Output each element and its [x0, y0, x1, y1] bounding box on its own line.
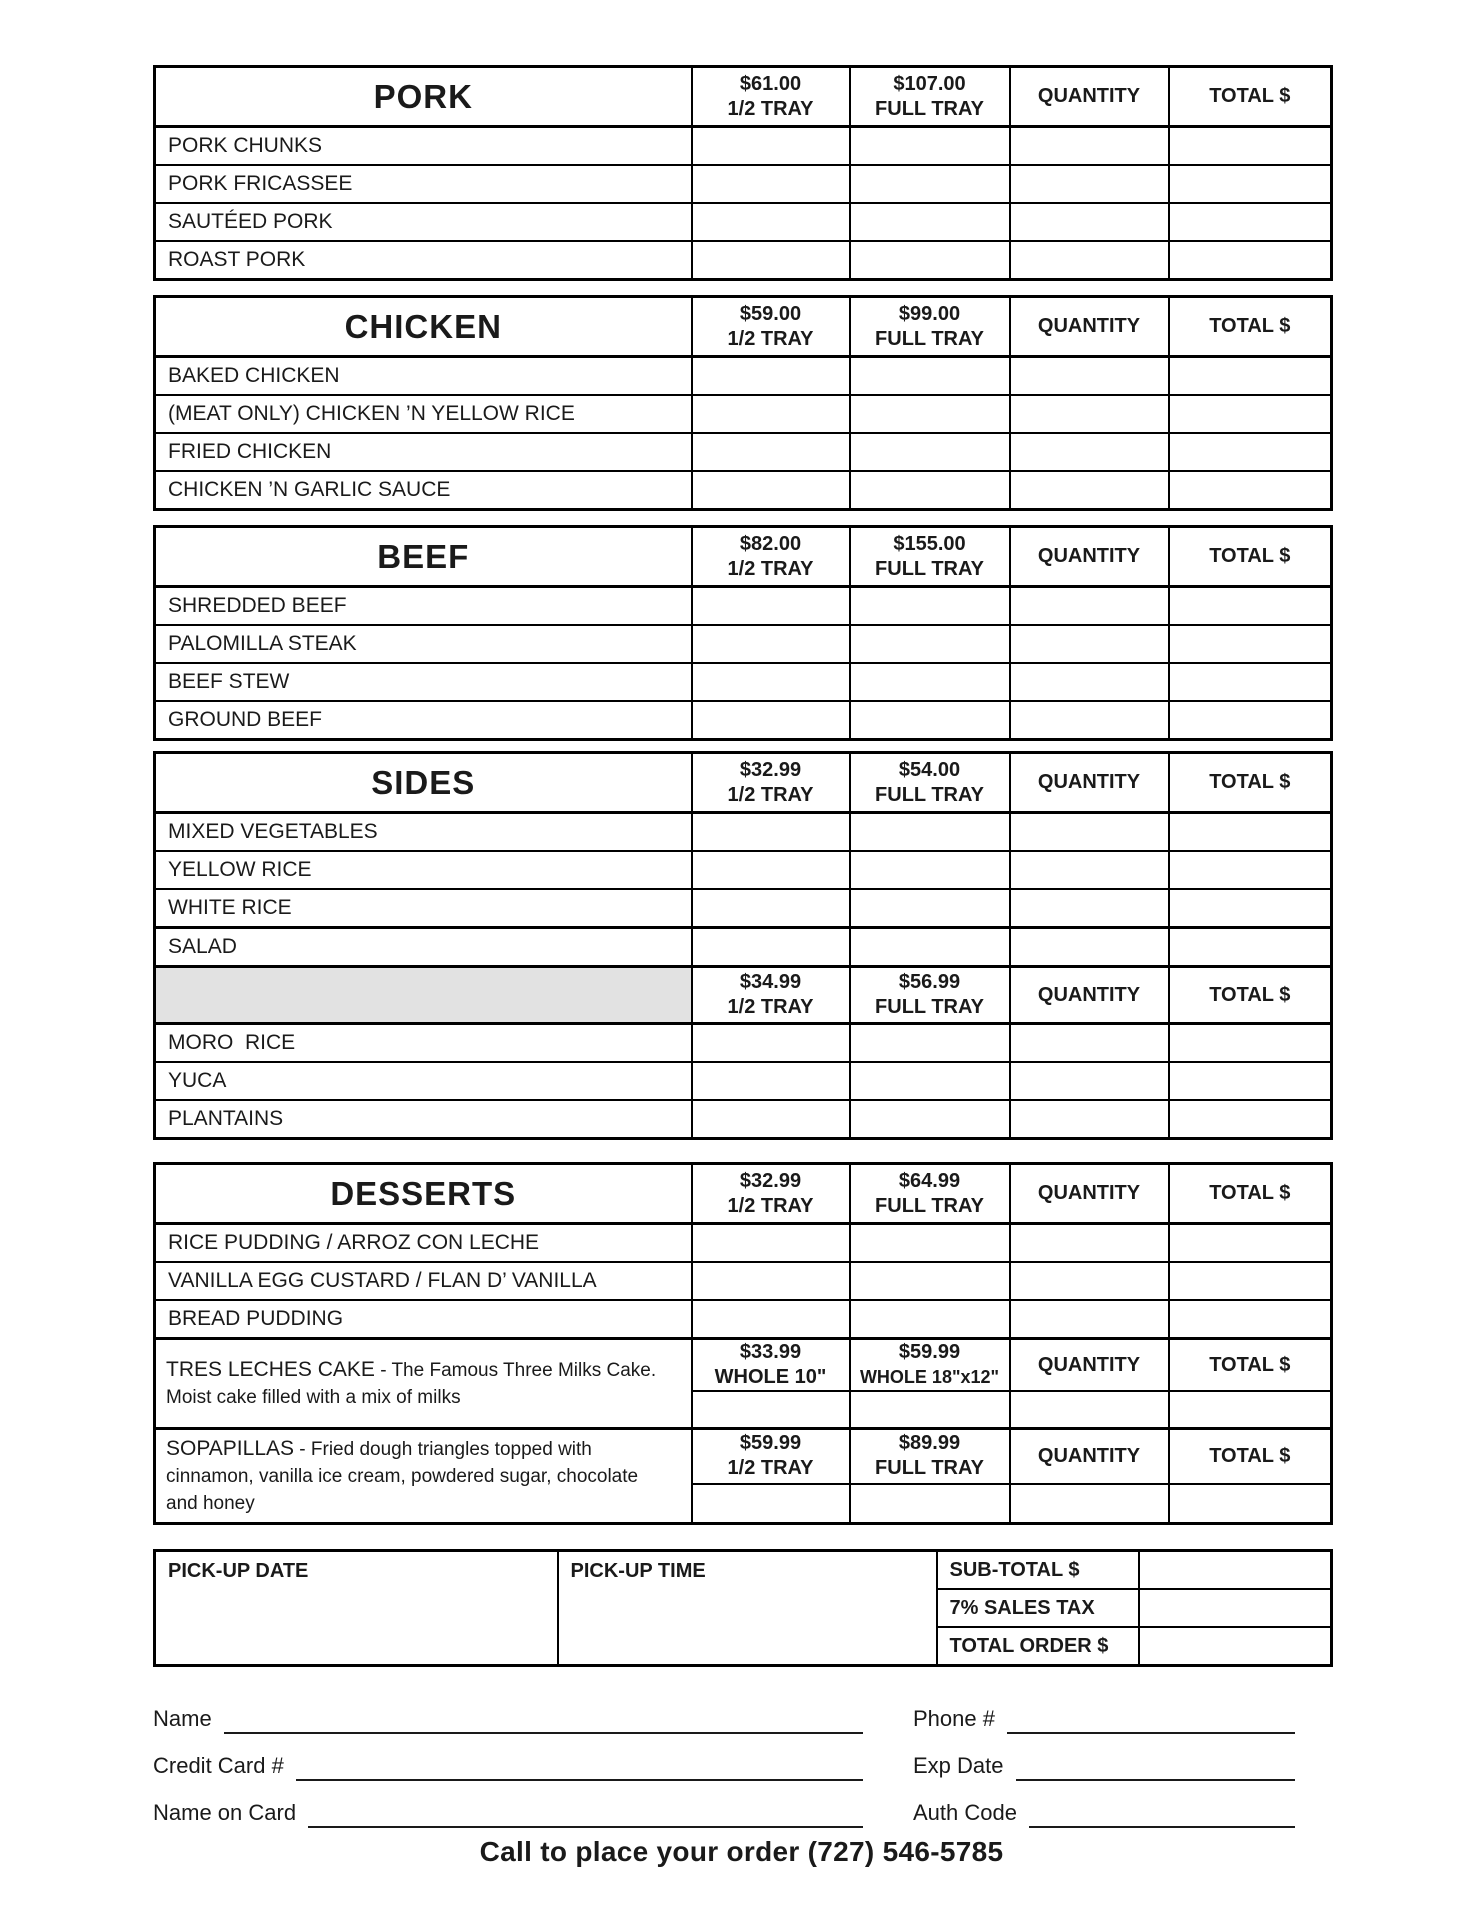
name-field: [153, 1700, 863, 1734]
half-tray-entry-cell[interactable]: [692, 587, 850, 626]
total-entry-cell[interactable]: [1169, 625, 1332, 663]
half-tray-price-header: [692, 1429, 850, 1484]
total-header: TOTAL $: [1169, 1164, 1332, 1224]
item-name: YUCA: [155, 1062, 692, 1100]
full-tray-price: $64.99: [898, 1169, 961, 1192]
item-name: FRIED CHICKEN: [155, 433, 692, 471]
menu-item-row: [155, 1024, 1332, 1063]
total-header: TOTAL $: [1169, 753, 1332, 813]
full-tray-entry-cell[interactable]: [850, 1224, 1010, 1263]
full-tray-entry-cell[interactable]: [850, 1391, 1010, 1429]
half-tray-price-header: [692, 1164, 850, 1224]
credit-card-field: [153, 1747, 863, 1781]
quantity-entry-cell[interactable]: [1010, 587, 1169, 626]
section-title: SIDES: [155, 753, 692, 813]
half-tray-entry-cell[interactable]: [692, 127, 850, 166]
item-name: VANILLA EGG CUSTARD / FLAN D’ VANILLA: [155, 1262, 692, 1300]
quantity-entry-cell[interactable]: [1010, 471, 1169, 510]
section-header-row: [155, 527, 1332, 587]
section-title: DESSERTS: [155, 1164, 692, 1224]
item-name: SAUTÉED PORK: [155, 203, 692, 241]
total-header: TOTAL $: [1169, 297, 1332, 357]
item-name: BAKED CHICKEN: [155, 357, 692, 396]
full-tray-label: FULL TRAY: [875, 97, 984, 120]
full-tray-price-header: [850, 1164, 1010, 1224]
quantity-header: QUANTITY: [1010, 1339, 1169, 1392]
full-tray-entry-cell[interactable]: [850, 395, 1010, 433]
field-row: [153, 1781, 1330, 1828]
total-entry-cell[interactable]: [1169, 813, 1332, 852]
total-header: TOTAL $: [1169, 67, 1332, 127]
menu-item-row: [155, 851, 1332, 889]
price: $89.99: [898, 1432, 961, 1455]
credit-card-input-line[interactable]: [296, 1747, 863, 1781]
half-tray-entry-cell[interactable]: [692, 1300, 850, 1339]
half-tray-entry-cell[interactable]: [692, 851, 850, 889]
item-name: CHICKEN ’N GARLIC SAUCE: [155, 471, 692, 510]
item-name: BEEF STEW: [155, 663, 692, 701]
half-tray-entry-cell[interactable]: [692, 203, 850, 241]
menu-item-row: [155, 241, 1332, 280]
menu-item-row: [155, 587, 1332, 626]
full-tray-entry-cell[interactable]: [850, 1100, 1010, 1139]
total-entry-cell[interactable]: [1169, 1262, 1332, 1300]
quantity-entry-cell[interactable]: [1010, 663, 1169, 701]
menu-item-row: [155, 1062, 1332, 1100]
price: $59.99: [739, 1432, 802, 1455]
whole-10-price-header: [692, 1339, 850, 1392]
full-tray-price-header: [850, 1429, 1010, 1484]
quantity-entry-cell[interactable]: [1010, 1024, 1169, 1063]
menu-item-row: [155, 127, 1332, 166]
pickup-time-cell[interactable]: [558, 1551, 937, 1666]
full-tray-price: $155.00: [893, 532, 966, 555]
half-tray-label: 1/2 TRAY: [727, 1194, 814, 1217]
customer-payment-fields: [153, 1687, 1330, 1868]
subtotal-value-cell[interactable]: [1139, 1551, 1332, 1590]
half-tray-label: 1/2 TRAY: [727, 783, 814, 806]
phone-input-line[interactable]: [1007, 1700, 1295, 1734]
sales-tax-label: 7% SALES TAX: [937, 1589, 1139, 1627]
half-tray-entry-cell[interactable]: [692, 1262, 850, 1300]
field-row: [153, 1734, 1330, 1781]
full-tray-entry-cell[interactable]: [850, 889, 1010, 928]
full-tray-entry-cell[interactable]: [850, 165, 1010, 203]
full-tray-price-header: [850, 967, 1010, 1024]
quantity-entry-cell[interactable]: [1010, 813, 1169, 852]
quantity-entry-cell[interactable]: [1010, 127, 1169, 166]
full-tray-price: $54.00: [898, 758, 961, 781]
menu-item-row: [155, 928, 1332, 967]
menu-item-row: [155, 165, 1332, 203]
field-row: [153, 1687, 1330, 1734]
section-header-row: [155, 1164, 1332, 1224]
name-label: Name: [153, 1706, 212, 1731]
pickup-totals-table: [153, 1549, 1333, 1667]
full-tray-label: FULL TRAY: [875, 327, 984, 350]
quantity-entry-cell[interactable]: [1010, 1300, 1169, 1339]
item-description: - Fried dough triangles topped with cinnamon, vanilla ice cream, powdered sugar, chocolate and honey: [166, 1439, 639, 1514]
exp-date-label: Exp Date: [913, 1753, 1004, 1778]
quantity-header: QUANTITY: [1010, 297, 1169, 357]
credit-card-label: Credit Card #: [153, 1753, 284, 1778]
full-tray-entry-cell[interactable]: [850, 813, 1010, 852]
half-tray-label: 1/2 TRAY: [727, 97, 814, 120]
total-entry-cell[interactable]: [1169, 165, 1332, 203]
call-to-order-text: Call to place your order (727) 546-5785: [479, 1836, 1004, 1867]
sides-subsection-header-row: [155, 967, 1332, 1024]
quantity-entry-cell[interactable]: [1010, 203, 1169, 241]
quantity-entry-cell[interactable]: [1010, 395, 1169, 433]
menu-item-row: [155, 471, 1332, 510]
half-tray-price: $82.00: [739, 532, 802, 555]
half-tray-price-header: [692, 297, 850, 357]
tres-leches-header-row: [155, 1339, 1332, 1392]
quantity-entry-cell[interactable]: [1010, 1262, 1169, 1300]
total-entry-cell[interactable]: [1169, 1224, 1332, 1263]
total-entry-cell[interactable]: [1169, 587, 1332, 626]
quantity-entry-cell[interactable]: [1010, 357, 1169, 396]
section-title: PORK: [155, 67, 692, 127]
half-tray-entry-cell[interactable]: [692, 663, 850, 701]
item-name: SALAD: [155, 928, 692, 967]
menu-item-row: [155, 813, 1332, 852]
item-name: SHREDDED BEEF: [155, 587, 692, 626]
catering-order-form: [153, 65, 1330, 1868]
total-entry-cell[interactable]: [1169, 357, 1332, 396]
item-name: BREAD PUDDING: [155, 1300, 692, 1339]
total-entry-cell[interactable]: [1169, 663, 1332, 701]
full-tray-entry-cell[interactable]: [850, 587, 1010, 626]
pork-section-table: [153, 65, 1333, 281]
total-entry-cell[interactable]: [1169, 1300, 1332, 1339]
half-tray-price: $32.99: [739, 1169, 802, 1192]
half-tray-entry-cell[interactable]: [692, 813, 850, 852]
half-tray-price: $32.99: [739, 758, 802, 781]
section-title: CHICKEN: [155, 297, 692, 357]
item-name: PLANTAINS: [155, 1100, 692, 1139]
full-tray-entry-cell[interactable]: [850, 471, 1010, 510]
full-tray-price-header: [850, 753, 1010, 813]
full-tray-entry-cell[interactable]: [850, 1262, 1010, 1300]
quantity-header: QUANTITY: [1010, 1429, 1169, 1484]
section-header-row: [155, 67, 1332, 127]
sides-section-table: [153, 751, 1333, 1140]
tres-leches-description-cell: [155, 1339, 692, 1429]
full-tray-entry-cell[interactable]: [850, 1062, 1010, 1100]
full-tray-entry-cell[interactable]: [850, 433, 1010, 471]
half-tray-price-header: [692, 67, 850, 127]
sales-tax-value-cell[interactable]: [1139, 1589, 1332, 1627]
quantity-header: QUANTITY: [1010, 67, 1169, 127]
menu-item-row: [155, 395, 1332, 433]
quantity-entry-cell[interactable]: [1010, 928, 1169, 967]
whole-18x12-price-header: [850, 1339, 1010, 1392]
blank-gray-cell: [155, 967, 692, 1024]
full-tray-entry-cell[interactable]: [850, 928, 1010, 967]
quantity-header: QUANTITY: [1010, 753, 1169, 813]
item-name: WHITE RICE: [155, 889, 692, 928]
full-tray-entry-cell[interactable]: [850, 1300, 1010, 1339]
phone-field: [913, 1700, 1295, 1734]
half-tray-entry-cell[interactable]: [692, 395, 850, 433]
pickup-date-label: PICK-UP DATE: [168, 1560, 309, 1582]
half-tray-entry-cell[interactable]: [692, 1062, 850, 1100]
half-tray-entry-cell[interactable]: [692, 1024, 850, 1063]
quantity-header: QUANTITY: [1010, 1164, 1169, 1224]
total-entry-cell[interactable]: [1169, 701, 1332, 740]
full-tray-price: $56.99: [898, 971, 961, 993]
half-tray-price-header: [692, 527, 850, 587]
sopapillas-header-row: [155, 1429, 1332, 1484]
menu-item-row: [155, 203, 1332, 241]
full-tray-entry-cell[interactable]: [850, 357, 1010, 396]
section-title: BEEF: [155, 527, 692, 587]
total-entry-cell[interactable]: [1169, 1062, 1332, 1100]
menu-item-row: [155, 1100, 1332, 1139]
total-order-label: TOTAL ORDER $: [937, 1627, 1139, 1666]
half-tray-entry-cell[interactable]: [692, 357, 850, 396]
menu-item-row: [155, 1224, 1332, 1263]
total-header: TOTAL $: [1169, 1339, 1332, 1392]
total-entry-cell[interactable]: [1169, 433, 1332, 471]
full-tray-entry-cell[interactable]: [850, 625, 1010, 663]
menu-item-row: [155, 625, 1332, 663]
menu-item-row: [155, 1300, 1332, 1339]
full-tray-entry-cell[interactable]: [850, 1024, 1010, 1063]
item-name: PORK CHUNKS: [155, 127, 692, 166]
auth-code-field: [913, 1794, 1295, 1828]
half-tray-entry-cell[interactable]: [692, 241, 850, 280]
item-name: GROUND BEEF: [155, 701, 692, 740]
quantity-entry-cell[interactable]: [1010, 1391, 1169, 1429]
half-tray-entry-cell[interactable]: [692, 165, 850, 203]
quantity-entry-cell[interactable]: [1010, 241, 1169, 280]
exp-date-field: [913, 1747, 1295, 1781]
menu-item-row: [155, 433, 1332, 471]
quantity-entry-cell[interactable]: [1010, 165, 1169, 203]
quantity-entry-cell[interactable]: [1010, 1100, 1169, 1139]
full-tray-entry-cell[interactable]: [850, 241, 1010, 280]
half-tray-entry-cell[interactable]: [692, 701, 850, 740]
name-on-card-field: [153, 1794, 863, 1828]
price: $59.99: [898, 1341, 961, 1363]
half-tray-price-header: [692, 967, 850, 1024]
section-header-row: [155, 753, 1332, 813]
half-tray-label: 1/2 TRAY: [727, 996, 814, 1018]
total-entry-cell[interactable]: [1169, 127, 1332, 166]
menu-item-row: [155, 357, 1332, 396]
quantity-entry-cell[interactable]: [1010, 1062, 1169, 1100]
full-tray-label: FULL TRAY: [875, 1194, 984, 1217]
quantity-header: QUANTITY: [1010, 967, 1169, 1024]
total-order-value-cell[interactable]: [1139, 1627, 1332, 1666]
total-entry-cell[interactable]: [1169, 1391, 1332, 1429]
item-description: - The Famous Three Milks Cake. Moist cake filled with a mix of milks: [166, 1360, 657, 1408]
quantity-entry-cell[interactable]: [1010, 851, 1169, 889]
item-name: TRES LECHES CAKE: [166, 1358, 375, 1381]
full-tray-price-header: [850, 67, 1010, 127]
name-on-card-label: Name on Card: [153, 1800, 297, 1825]
full-tray-label: FULL TRAY: [875, 783, 984, 806]
full-tray-entry-cell[interactable]: [850, 127, 1010, 166]
menu-item-row: [155, 701, 1332, 740]
total-entry-cell[interactable]: [1169, 395, 1332, 433]
pickup-date-cell[interactable]: [155, 1551, 558, 1666]
desserts-section-table: [153, 1162, 1333, 1525]
item-name: YELLOW RICE: [155, 851, 692, 889]
chicken-section-table: [153, 295, 1333, 511]
item-name: MIXED VEGETABLES: [155, 813, 692, 852]
total-header: TOTAL $: [1169, 527, 1332, 587]
auth-code-input-line[interactable]: [1029, 1794, 1295, 1828]
full-tray-price: $99.00: [898, 302, 961, 325]
quantity-entry-cell[interactable]: [1010, 1484, 1169, 1524]
half-tray-entry-cell[interactable]: [692, 471, 850, 510]
total-entry-cell[interactable]: [1169, 1100, 1332, 1139]
half-tray-entry-cell[interactable]: [692, 433, 850, 471]
total-entry-cell[interactable]: [1169, 241, 1332, 280]
total-entry-cell[interactable]: [1169, 928, 1332, 967]
price: $33.99: [739, 1341, 802, 1363]
full-tray-price-header: [850, 527, 1010, 587]
half-tray-price: $61.00: [739, 72, 802, 95]
full-tray-price: $107.00: [893, 72, 966, 95]
item-name: MORO RICE: [155, 1024, 692, 1063]
beef-section-table: [153, 525, 1333, 741]
full-tray-entry-cell[interactable]: [850, 1484, 1010, 1524]
menu-item-row: [155, 889, 1332, 928]
quantity-entry-cell[interactable]: [1010, 889, 1169, 928]
menu-item-row: [155, 663, 1332, 701]
quantity-header: QUANTITY: [1010, 527, 1169, 587]
total-entry-cell[interactable]: [1169, 1484, 1332, 1524]
full-tray-entry-cell[interactable]: [850, 851, 1010, 889]
size-label: WHOLE 18"x12": [859, 1367, 1000, 1387]
section-header-row: [155, 297, 1332, 357]
half-tray-price: $34.99: [739, 971, 802, 993]
item-name: PORK FRICASSEE: [155, 165, 692, 203]
auth-code-label: Auth Code: [913, 1800, 1017, 1825]
half-tray-entry-cell[interactable]: [692, 1484, 850, 1524]
size-label: WHOLE 10": [714, 1366, 827, 1388]
item-name: PALOMILLA STEAK: [155, 625, 692, 663]
half-tray-entry-cell[interactable]: [692, 1224, 850, 1263]
pickup-time-label: PICK-UP TIME: [570, 1560, 706, 1582]
name-input-line[interactable]: [224, 1700, 863, 1734]
quantity-entry-cell[interactable]: [1010, 1224, 1169, 1263]
size-label: 1/2 TRAY: [727, 1457, 814, 1480]
subtotal-label: SUB-TOTAL $: [937, 1551, 1139, 1590]
half-tray-entry-cell[interactable]: [692, 1100, 850, 1139]
menu-item-row: [155, 1262, 1332, 1300]
half-tray-entry-cell[interactable]: [692, 928, 850, 967]
total-header: TOTAL $: [1169, 967, 1332, 1024]
total-header: TOTAL $: [1169, 1429, 1332, 1484]
total-entry-cell[interactable]: [1169, 851, 1332, 889]
half-tray-price: $59.00: [739, 302, 802, 325]
full-tray-entry-cell[interactable]: [850, 203, 1010, 241]
half-tray-price-header: [692, 753, 850, 813]
item-name: ROAST PORK: [155, 241, 692, 280]
sopapillas-description-cell: [155, 1429, 692, 1524]
full-tray-label: FULL TRAY: [875, 996, 984, 1018]
full-tray-price-header: [850, 297, 1010, 357]
total-entry-cell[interactable]: [1169, 1024, 1332, 1063]
item-name: SOPAPILLAS: [166, 1437, 295, 1460]
half-tray-entry-cell[interactable]: [692, 1391, 850, 1429]
exp-date-input-line[interactable]: [1016, 1747, 1296, 1781]
quantity-entry-cell[interactable]: [1010, 701, 1169, 740]
full-tray-label: FULL TRAY: [875, 557, 984, 580]
quantity-entry-cell[interactable]: [1010, 625, 1169, 663]
total-entry-cell[interactable]: [1169, 889, 1332, 928]
name-on-card-input-line[interactable]: [308, 1794, 863, 1828]
subtotal-row: [155, 1551, 1332, 1590]
quantity-entry-cell[interactable]: [1010, 433, 1169, 471]
size-label: FULL TRAY: [875, 1457, 984, 1480]
item-name: (MEAT ONLY) CHICKEN ’N YELLOW RICE: [155, 395, 692, 433]
full-tray-entry-cell[interactable]: [850, 701, 1010, 740]
total-entry-cell[interactable]: [1169, 203, 1332, 241]
half-tray-label: 1/2 TRAY: [727, 327, 814, 350]
half-tray-label: 1/2 TRAY: [727, 557, 814, 580]
total-entry-cell[interactable]: [1169, 471, 1332, 510]
full-tray-entry-cell[interactable]: [850, 663, 1010, 701]
half-tray-entry-cell[interactable]: [692, 625, 850, 663]
item-name: RICE PUDDING / ARROZ CON LECHE: [155, 1224, 692, 1263]
phone-label: Phone #: [913, 1706, 995, 1731]
half-tray-entry-cell[interactable]: [692, 889, 850, 928]
